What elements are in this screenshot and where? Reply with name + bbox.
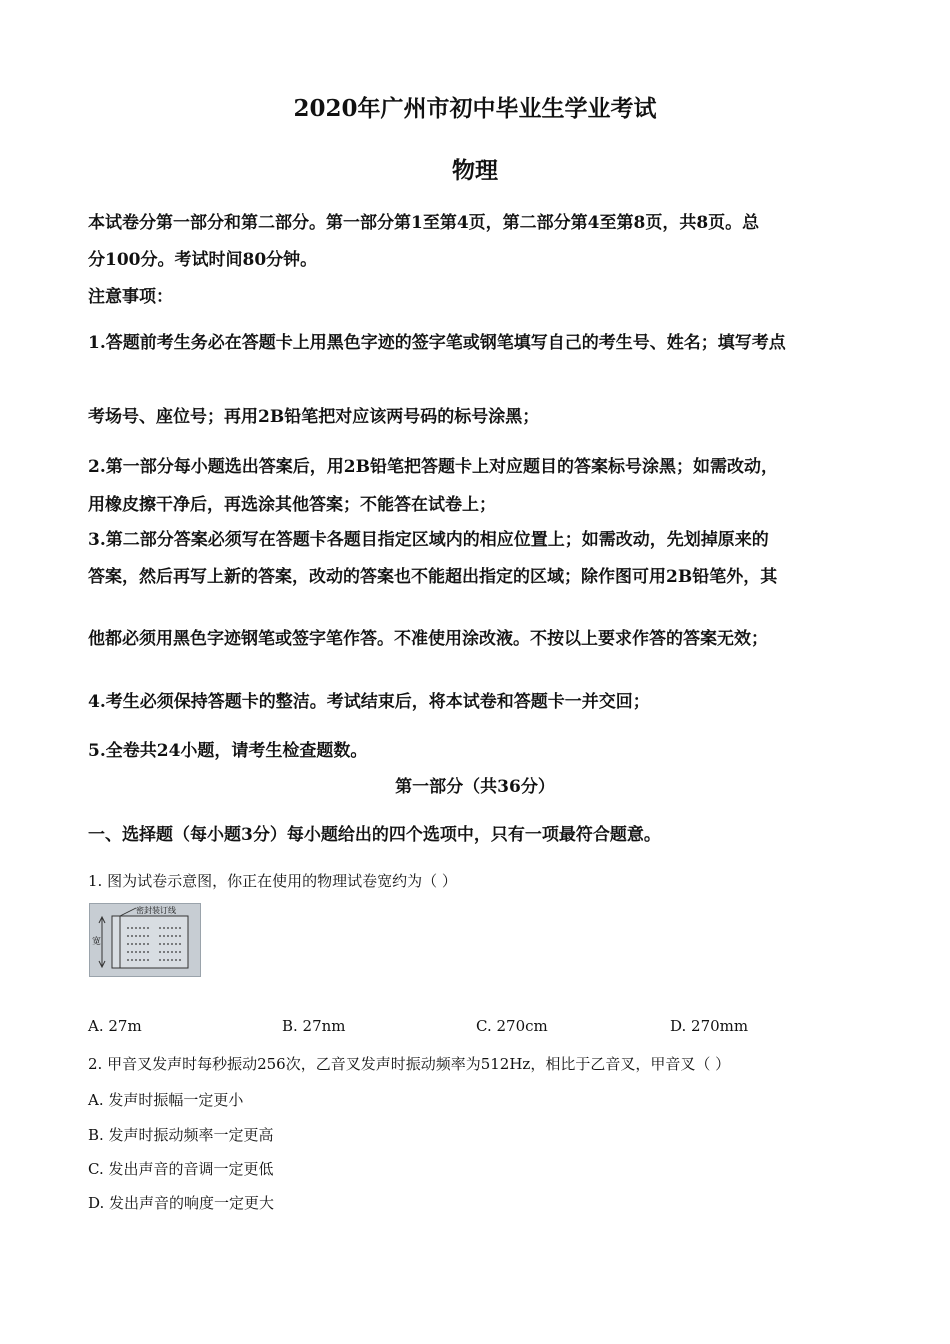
figure-label-seal-line: 密封装订线 bbox=[136, 906, 176, 915]
q2-option-d: D. 发出声音的响度一定更大 bbox=[88, 1194, 275, 1212]
intro-line-1: 本试卷分第一部分和第二部分。第一部分第1至第4页，第二部分第4至第8页，共8页。总 bbox=[88, 213, 760, 233]
part-1-heading: 第一部分（共36分） bbox=[395, 777, 555, 797]
note-2b: 用橡皮擦干净后，再选涂其他答案；不能答在试卷上； bbox=[88, 495, 496, 515]
intro-line-2: 分100分。考试时间80分钟。 bbox=[88, 250, 318, 270]
q1-option-a: A. 27m bbox=[88, 1017, 142, 1035]
question-2-stem: 2. 甲音叉发声时每秒振动256次，乙音叉发声时振动频率为512Hz，相比于乙音叉，甲音叉（ ） bbox=[88, 1055, 731, 1073]
note-3b: 答案，然后再写上新的答案，改动的答案也不能超出指定的区域；除作图可用2B铅笔外，其 bbox=[88, 567, 778, 587]
question-1-stem: 1. 图为试卷示意图，你正在使用的物理试卷宽约为（ ） bbox=[88, 872, 457, 890]
note-2a: 2.第一部分每小题选出答案后，用2B铅笔把答题卡上对应题目的答案标号涂黑；如需改动， bbox=[88, 457, 778, 477]
note-1a: 1.答题前考生务必在答题卡上用黑色字迹的签字笔或钢笔填写自己的考生号、姓名；填写考点 bbox=[88, 333, 786, 353]
q1-option-d: D. 270mm bbox=[670, 1017, 749, 1035]
q1-option-b: B. 27nm bbox=[282, 1017, 346, 1035]
notes-label: 注意事项： bbox=[88, 287, 173, 307]
note-4: 4.考生必须保持答题卡的整洁。考试结束后，将本试卷和答题卡一并交回； bbox=[88, 692, 650, 712]
q2-option-a: A. 发声时振幅一定更小 bbox=[88, 1091, 244, 1109]
note-3c: 他都必须用黑色字迹钢笔或签字笔作答。不准使用涂改液。不按以上要求作答的答案无效； bbox=[88, 629, 768, 649]
q1-option-c: C. 270cm bbox=[476, 1017, 548, 1035]
exam-paper-figure bbox=[89, 903, 201, 977]
figure-label-width: 宽 bbox=[92, 937, 102, 947]
subject-title: 物理 bbox=[452, 157, 498, 184]
q2-option-b: B. 发声时振动频率一定更高 bbox=[88, 1126, 274, 1144]
note-1b: 考场号、座位号；再用2B铅笔把对应该两号码的标号涂黑； bbox=[88, 407, 540, 427]
note-5: 5.全卷共24小题，请考生检查题数。 bbox=[88, 741, 368, 761]
note-3a: 3.第二部分答案必须写在答题卡各题目指定区域内的相应位置上；如需改动，先划掉原来的 bbox=[88, 530, 769, 550]
q2-option-c: C. 发出声音的音调一定更低 bbox=[88, 1160, 274, 1178]
exam-title: 2020年广州市初中毕业生学业考试 bbox=[293, 95, 657, 122]
section-heading: 一、选择题（每小题3分）每小题给出的四个选项中，只有一项最符合题意。 bbox=[88, 825, 661, 845]
